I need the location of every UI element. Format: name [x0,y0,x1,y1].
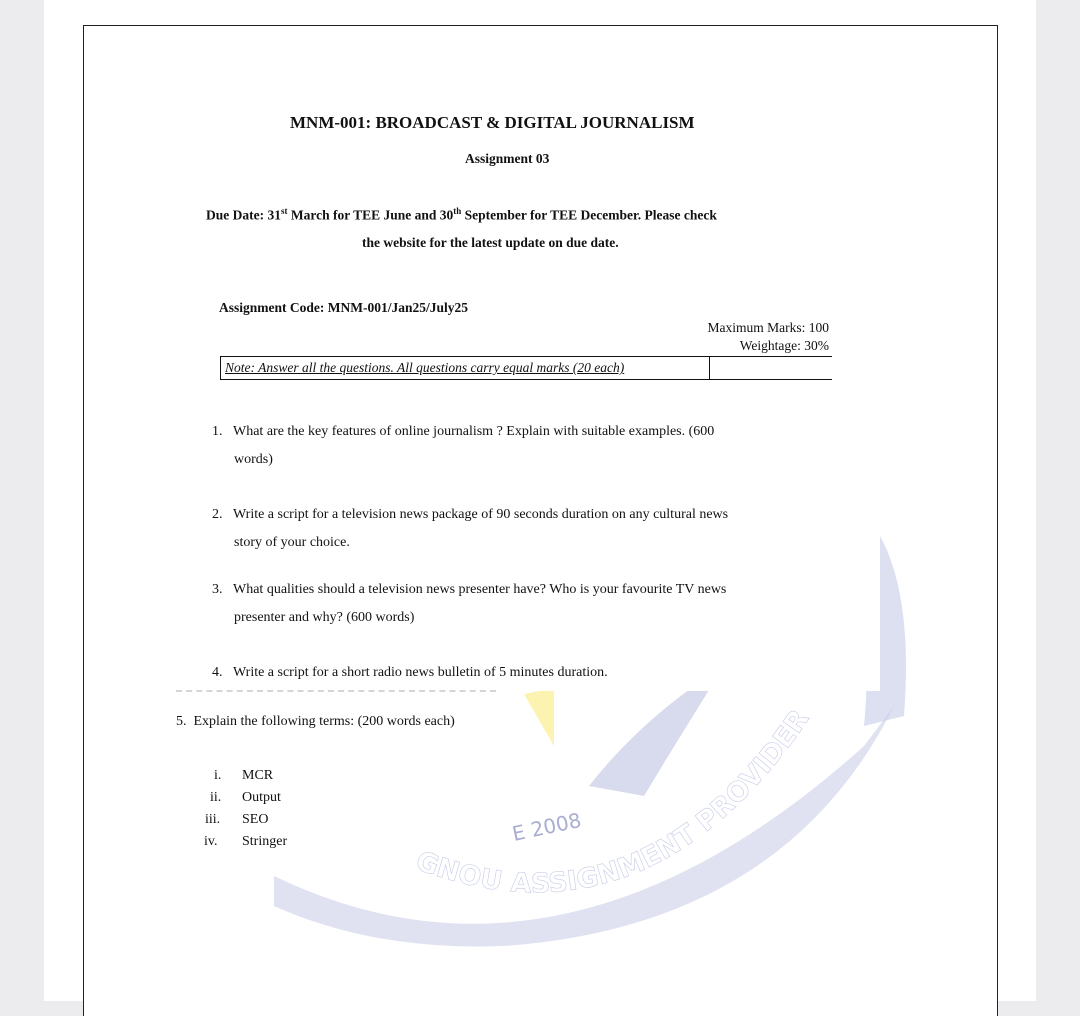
due-date-line-2: the website for the latest update on due date. [362,235,619,250]
due-date-line-1: Due Date: 31st March for TEE June and 30th September for TEE December. Please check [206,206,717,223]
question-5: 5. Explain the following terms: (200 words each) [176,714,455,729]
term-item: iv. Stringer [204,834,288,849]
note-rule-bottom [220,379,832,380]
watermark-arc-text: GNOU ASSIGNMENT PROVIDER [411,704,816,900]
page-title: MNM-001: BROADCAST & DIGITAL JOURNALISM [290,113,695,132]
maximum-marks: Maximum Marks: 100 [707,320,829,335]
watermark-year: E 2008 [510,807,584,846]
question-1: 1. What are the key features of online journalism ? Explain with suitable examples. (600 words) [212,424,715,467]
weightage: Weightage: 30% [739,338,829,353]
term-item: ii. Output [210,790,281,805]
term-item: i. MCR [214,768,274,783]
question-3: 3. What qualities should a television news presenter have? Who is your favourite TV news presenter and why? (600 words) [212,582,727,625]
watermark-swoosh-yellow [524,688,554,746]
question-2: 2. Write a script for a television news package of 90 seconds duration on any cultural news story of your choice. [212,507,729,550]
assignment-number: Assignment 03 [465,151,550,166]
term-item: iii. SEO [205,812,269,827]
document-page [83,25,998,1016]
assignment-code: Assignment Code: MNM-001/Jan25/July25 [219,300,468,315]
question-4: 4. Write a script for a short radio news bulletin of 5 minutes duration. [212,665,608,680]
faded-divider [176,690,496,692]
note-text: Note: Answer all the questions. All questions carry equal marks (20 each) [225,360,625,375]
